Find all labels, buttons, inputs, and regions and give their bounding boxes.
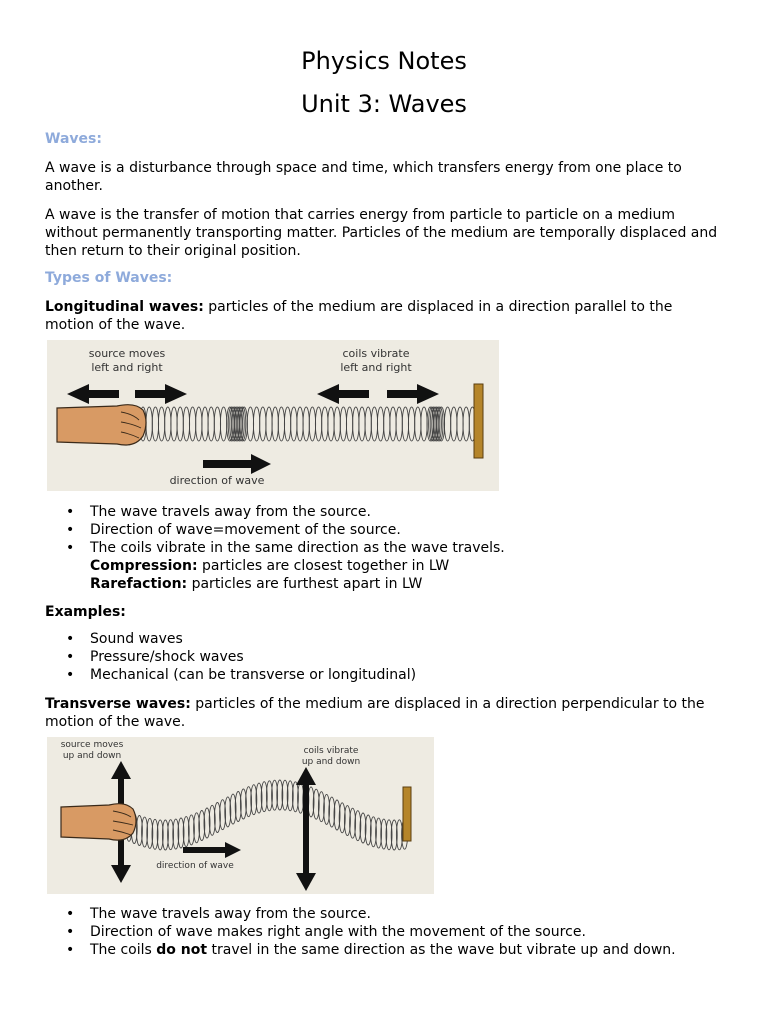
figure-label-source-line1: source moves (88, 347, 166, 360)
left-arrow-icon (67, 384, 119, 404)
compression-text: particles are closest together in LW (197, 558, 450, 574)
spring-coil (220, 407, 226, 441)
spring-coil (402, 407, 408, 441)
longitudinal-term: Longitudinal waves: (45, 299, 204, 315)
spring-coil (171, 407, 177, 441)
waves-definition-paragraph-2: A wave is the transfer of motion that carries energy from particle to particle on a medium without permanently transporting matter. Particles of the medium are temporally displaced and then return to their original position. (45, 207, 718, 259)
spring-coil (346, 407, 352, 441)
spring-coil (247, 407, 253, 441)
spring-coil (183, 407, 189, 441)
list-item: • Direction of wave makes right angle with the movement of the source. (45, 923, 676, 941)
right-arrow-icon (135, 384, 187, 404)
list-item: • Direction of wave=movement of the source. (45, 521, 505, 539)
list-item: • The wave travels away from the source. (45, 905, 676, 923)
spring-coil (353, 407, 359, 441)
spring-coil (208, 407, 214, 441)
left-arrow-icon (317, 384, 369, 404)
list-item: • The wave travels away from the source. (45, 503, 505, 521)
wall-block (474, 384, 483, 458)
spring-coil (340, 407, 346, 441)
figure-label-source-line2: left and right (91, 361, 163, 374)
spring-coil (444, 407, 450, 441)
spring-coil (421, 407, 427, 441)
figure-label-coils-line1: coils vibrate (342, 347, 410, 360)
spring-coil (253, 407, 259, 441)
spring-coil (260, 407, 266, 441)
spring-coil (297, 407, 303, 441)
section-heading-waves: Waves: (45, 131, 102, 147)
section-heading-types: Types of Waves: (45, 270, 173, 286)
bullet-text-pre: The coils (90, 942, 157, 958)
transverse-bullet-list (45, 905, 676, 959)
figure-label-source-line1: source moves (60, 740, 124, 750)
rarefaction-text: particles are furthest apart in LW (187, 576, 423, 592)
spring-coils (126, 780, 408, 850)
spring-coil (451, 407, 457, 441)
figure-label-direction: direction of wave (156, 861, 234, 871)
longitudinal-definition-text: particles of the medium are displaced in a direction parallel to the motion of the wave. (45, 299, 673, 333)
spring-coil (266, 407, 272, 441)
figure-label-coils-line2: left and right (340, 361, 412, 374)
spring-coil (165, 407, 171, 441)
examples-heading: Examples: (45, 604, 126, 620)
bullet-text-post: travel in the same direction as the wave but vibrate up and down. (207, 942, 676, 958)
spring-coil (365, 407, 371, 441)
figure-label-source-line2: up and down (62, 751, 122, 761)
spring-coil (315, 407, 321, 441)
page-subtitle: Unit 3: Waves (301, 90, 467, 118)
figure-label-coils-line1: coils vibrate (303, 746, 359, 756)
spring-coil (272, 407, 278, 441)
spring-coil (408, 407, 414, 441)
rarefaction-definition (45, 575, 505, 593)
list-item (45, 941, 676, 959)
spring-coil (415, 407, 421, 441)
spring-coil (328, 407, 334, 441)
compression-term: Compression: (90, 558, 198, 574)
bullet-text-bold: do not (156, 942, 208, 958)
spring-coil (463, 407, 469, 441)
spring-coil (377, 407, 383, 441)
spring-coil (202, 407, 208, 441)
waves-definition-paragraph-1: A wave is a disturbance through space and time, which transfers energy from one place to another. (45, 160, 682, 194)
spring-coil (384, 407, 390, 441)
right-arrow-icon (387, 384, 439, 404)
right-arrow-icon (203, 454, 271, 474)
spring-coil (390, 407, 396, 441)
spring-coil (309, 407, 315, 441)
hand-icon (61, 804, 136, 840)
spring-coil (359, 407, 365, 441)
longitudinal-definition (45, 298, 725, 334)
wall-block (403, 787, 411, 841)
spring-coil (291, 407, 297, 441)
examples-list (45, 630, 416, 684)
longitudinal-wave-figure (47, 340, 499, 491)
spring-coil (146, 407, 152, 441)
longitudinal-bullet-list (45, 503, 505, 593)
compression-definition (45, 557, 505, 575)
transverse-term: Transverse waves: (45, 696, 191, 712)
spring-coils (140, 407, 476, 441)
figure-label-coils-line2: up and down (301, 757, 361, 767)
spring-coil (214, 407, 220, 441)
list-item: • Mechanical (can be transverse or longitudinal) (45, 666, 416, 684)
transverse-definition (45, 695, 725, 731)
list-item: • Pressure/shock waves (45, 648, 416, 666)
list-item: • The coils vibrate in the same direction as the wave travels. (45, 539, 505, 557)
spring-coil (189, 407, 195, 441)
figure-label-direction: direction of wave (169, 474, 265, 487)
spring-coil (396, 407, 402, 441)
transverse-wave-figure (47, 737, 434, 894)
spring-coil (177, 407, 183, 441)
spring-coil (196, 407, 202, 441)
spring-coil (278, 407, 284, 441)
transverse-definition-text: particles of the medium are displaced in a direction perpendicular to the motion of the wave. (45, 696, 705, 730)
spring-coil (457, 407, 463, 441)
page-title: Physics Notes (301, 47, 467, 75)
spring-coil (303, 407, 309, 441)
spring-coil (284, 407, 290, 441)
rarefaction-term: Rarefaction: (90, 576, 188, 592)
spring-coil (334, 407, 340, 441)
spring-coil (322, 407, 328, 441)
hand-icon (57, 405, 146, 445)
spring-coil (158, 407, 164, 441)
spring-coil (152, 407, 158, 441)
list-item: • Sound waves (45, 630, 416, 648)
spring-coil (371, 407, 377, 441)
